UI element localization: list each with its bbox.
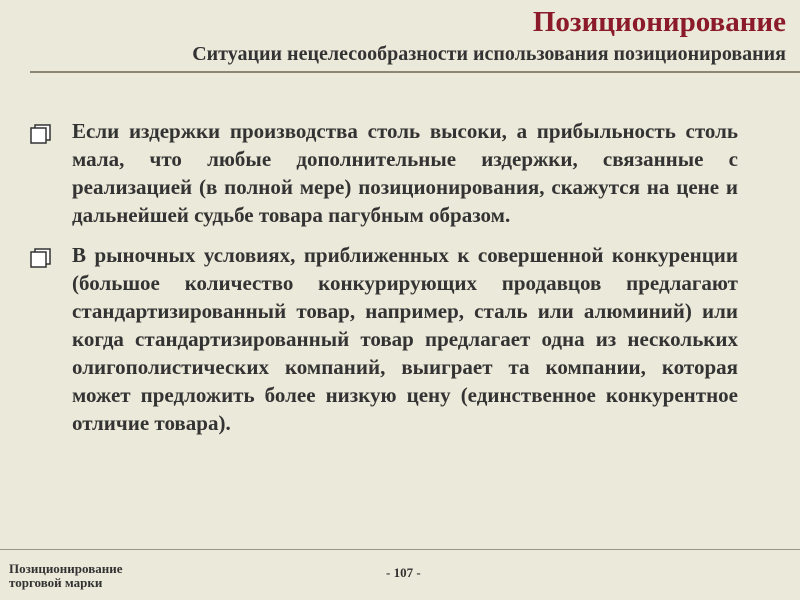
- bullet-item: [30, 241, 738, 437]
- slide-title: Позиционирование: [532, 6, 786, 38]
- bullet-text: Если издержки производства столь высоки, а прибыльность столь мала, что любые дополнительные издержки, связанные с реализацией (в полной мере) позиционирования, скажутся на цене и дальнейшей судьбе товара пагубным образом.: [72, 119, 738, 227]
- checkbox-icon: [30, 124, 52, 144]
- checkbox-icon: [30, 248, 52, 268]
- footer-label-line2: торговой марки: [9, 575, 103, 590]
- slide-subtitle: Ситуации нецелесообразности использования позиционирования: [192, 43, 786, 65]
- page-number: - 107 -: [386, 565, 421, 580]
- title-divider: [30, 71, 800, 73]
- footer-divider: [0, 549, 800, 550]
- bullet-text: В рыночных условиях, приближенных к совершенной конкуренции (большое количество конкурирующих продавцов предлагают стандартизированный товар, например, сталь или алюминий) или когда стандартизированный товар предлагает одна из нескольких олигополистических компаний, выиграет та компании, которая может предложить более низкую цену (единственное конкурентное отличие товара).: [72, 243, 738, 435]
- footer-label-line1: Позиционирование: [9, 561, 123, 576]
- footer-label: [9, 562, 122, 590]
- bullet-item: [30, 117, 738, 229]
- content-body: [30, 117, 738, 449]
